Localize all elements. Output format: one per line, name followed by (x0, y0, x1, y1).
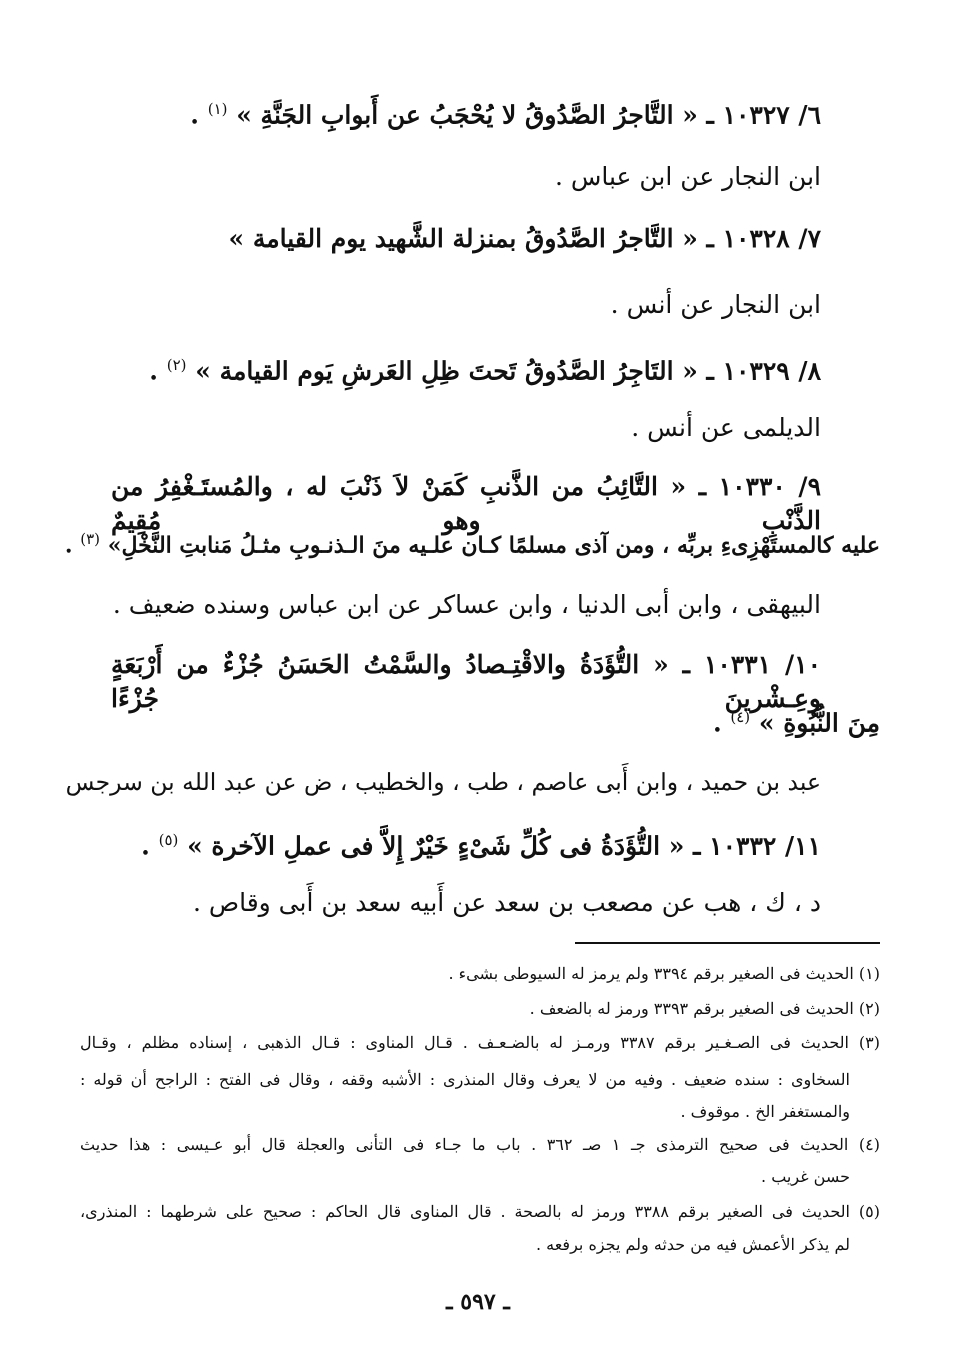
footnote-ref-2: (٢) (166, 356, 187, 374)
hadith-9-line-1: ٩/ ١٠٣٣٠ ـ « التَّائِبُ من الذَّنبِ كَمَنْ لاَ ذَنْبَ له ، والمُستَـغْفِرُ من الذَّنْبِ وهو مُقِيمٌ (111, 472, 821, 535)
hadith-11-text: ١١/ ١٠٣٣٢ ـ « التُّؤَدَةُ فى كُلِّ شَىْءٍ خَيْرٌ إِلاَّ فى عملِ الآخرة » (187, 831, 821, 861)
hadith-6-end: . (190, 100, 199, 130)
hadith-10-end: . (712, 708, 722, 738)
hadith-7: ٧/ ١٠٣٢٨ ـ « التَّاجرُ الصَّدُوقُ بمنزلة الشَّهيد يوم القيامة » (228, 224, 821, 253)
hadith-10-line-1: ١٠/ ١٠٣٣١ ـ « التُّؤَدَةُ والاقْتِـصادُ والسَّمْتُ الحَسَنُ جُزْءٌ من أَرْبَعَةٍ وعِـشْرينَ جُزْءًا (111, 650, 821, 713)
footnote-1: (١) الحديث فى الصغير برقم ٣٣٩٤ ولم يرمز له السيوطى بشىء . (448, 964, 880, 983)
hadith-11-end: . (141, 831, 150, 861)
hadith-8-text: ٨/ ١٠٣٢٩ ـ « التَاجِرُ الصَّدُوقُ تَحتَ ظِلِ العَرشِ يَوم القيامة » (195, 356, 821, 386)
footnote-4-line-1: (٤) الحديث فى صحيح الترمذى جـ ١ صـ ٣٦٢ . باب ما جـاء فى التأنى والعجلة قال أبو عـيسى : هذا حديث (80, 1135, 880, 1154)
footnote-3-line-2: السخاوى : سنده ضعيف . وفيه من لا يعرف وقال المنذرى : الأشبه وقفه ، وقال فى الفتح : الراجح أن قوله : (80, 1070, 850, 1089)
hadith-11 (141, 823, 821, 863)
hadith-10-source: عبد بن حميد ، وابن أَبى عاصم ، طب ، والخطيب ، ض عن عبد الله بن سرجس (65, 768, 821, 796)
footnote-separator (575, 942, 880, 944)
hadith-6-text: ٦/ ١٠٣٢٧ ـ « التَّاجرُ الصَّدُوقُ لا يُحْجَبُ عن أَبوابِ الجَنَّةِ » (236, 100, 821, 130)
hadith-7-source: ابن النجار عن أنس . (610, 290, 821, 319)
footnote-ref-1: (١) (207, 100, 228, 118)
hadith-6-source: ابن النجار عن ابن عباس . (554, 162, 821, 191)
footnote-3-line-3: والمستغفر الخ . موقوف . (680, 1102, 850, 1121)
footnote-ref-3: (٣) (80, 530, 101, 548)
hadith-10-line-2 (713, 700, 880, 740)
hadith-9-end: . (64, 532, 73, 559)
footnote-ref-4: (٤) (730, 708, 751, 726)
page-number: ـ ٥٩٧ ـ (446, 1289, 510, 1315)
hadith-11-source: د ، ك ، هب عن مصعب بن سعد عن أَبيه سعد بن أَبى وقاص . (192, 888, 821, 917)
hadith-9-line-2 (65, 522, 880, 562)
hadith-10-text: مِنَ النُّبُوةِ » (758, 708, 880, 738)
footnote-3-line-1: (٣) الحديث فى الصـغـير برقم ٣٣٨٧ ورمـز له بالضـعـف . قـال المناوى : قـال الذهبى ، إسناده مظلم ، وقـال (80, 1033, 881, 1052)
hadith-9-source: البيهقى ، وابن أبى الدنيا ، وابن عساكر عن ابن عباس وسنده ضعيف . (112, 590, 821, 619)
footnote-ref-5: (٥) (158, 831, 179, 849)
hadith-8-source: الديلمى عن أنس . (631, 413, 821, 442)
footnote-2: (٢) الحديث فى الصغير برقم ٣٣٩٣ ورمز له بالضعف . (529, 999, 880, 1018)
hadith-6 (190, 92, 821, 132)
footnote-5-line-1: (٥) الحديث فى الصغير برقم ٣٣٨٨ ورمز له بالصحة . قال المناوى قال الحاكم : صحيح على شرطهما : المنذرى، (80, 1202, 881, 1221)
hadith-8-end: . (149, 356, 159, 386)
hadith-8 (149, 348, 821, 388)
footnote-5-line-2: لم يذكر الأعمش فيه من حدثه ولم يجزه برفعه . (535, 1235, 850, 1254)
footnote-4-line-2: حسن غريب . (761, 1167, 850, 1186)
hadith-9-text: عليه كالمستَهْزِىءِ بربِّه ، ومن آذى مسلمًا كـان علـيه منَ الـذنـوبِ مثـلُ مَنابتِ النَّخْلِ» (107, 532, 880, 559)
